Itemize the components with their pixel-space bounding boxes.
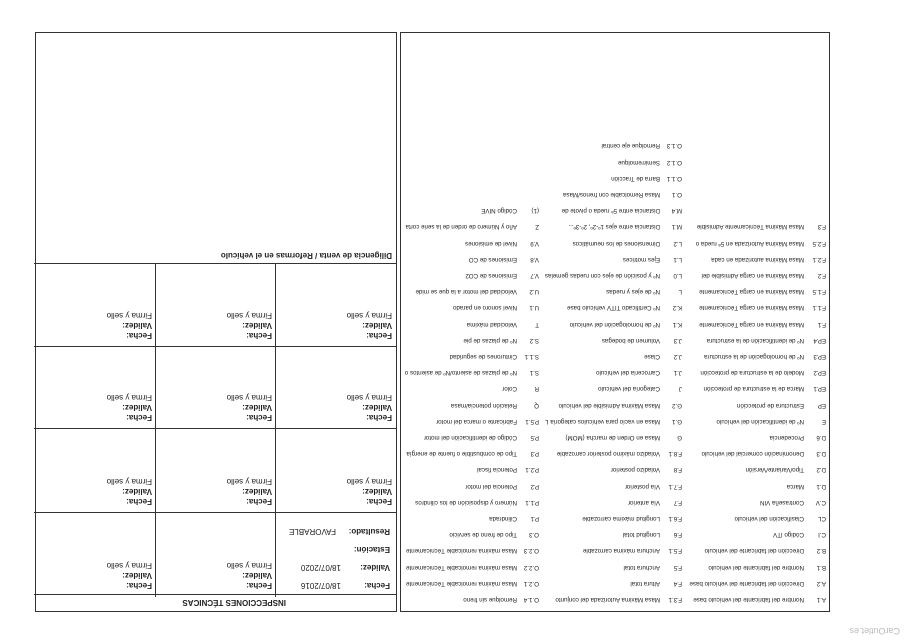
code-id: F.7 — [673, 498, 682, 506]
code-row — [624, 564, 682, 571]
code-description: Altura total — [630, 579, 660, 587]
code-id: J.1 — [673, 369, 682, 377]
code-row — [618, 159, 682, 166]
code-id: P.1 — [530, 515, 539, 522]
code-row — [773, 531, 826, 538]
code-id: P.3 — [530, 450, 539, 458]
code-row — [559, 402, 682, 409]
code-row — [625, 483, 682, 490]
cell-firma-label: Firma y sello — [226, 311, 272, 320]
code-row — [563, 191, 682, 198]
code-description: Voladizo máximo posterior carrozable — [556, 450, 660, 458]
code-row — [760, 499, 826, 506]
fecha-value: 18/07/2016 — [300, 581, 341, 590]
code-row — [702, 450, 827, 457]
code-row — [702, 272, 826, 279]
code-id: EP.3 — [813, 353, 826, 360]
code-description: Código NIVE — [481, 207, 517, 215]
cell-validez-label: Validez: — [242, 487, 272, 496]
code-id: P.5 — [530, 434, 539, 441]
code-row — [623, 256, 682, 263]
code-id: O.3 — [529, 531, 539, 539]
code-id: F.3 — [817, 223, 826, 231]
code-description: Longitud máxima carrozable — [582, 515, 660, 522]
code-row — [705, 547, 826, 554]
code-description: Potencia fiscal — [477, 466, 517, 474]
code-row — [565, 434, 682, 441]
cell-firma-label: Firma y sello — [106, 477, 152, 486]
cell-validez-label: Validez: — [122, 321, 152, 330]
code-id: T — [535, 320, 539, 328]
cell-validez-label: Validez: — [242, 321, 272, 330]
code-id: Z — [535, 223, 539, 231]
code-description: Denominación comercial del vehículo — [701, 450, 804, 458]
code-description: Nº de homologación de la estructura — [704, 353, 804, 360]
code-row — [583, 547, 682, 554]
code-id: F.1 — [817, 320, 826, 328]
code-description: Carrocería del vehículo — [596, 369, 660, 377]
cell-firma-label: Firma y sello — [106, 561, 152, 570]
code-id: EP.2 — [813, 369, 826, 377]
cell-fecha-label: Fecha: — [126, 581, 152, 590]
code-description: Masa Máxima Autorizada en 5ª rueda o — [695, 239, 804, 247]
code-row — [598, 385, 682, 392]
cell-fecha-label: Fecha: — [126, 331, 152, 340]
cell-firma-label: Firma y sello — [226, 477, 272, 486]
watermark: CarOutlet.es — [849, 626, 900, 636]
code-description: Remolque eje central — [601, 142, 660, 150]
code-row — [570, 321, 682, 328]
cell-validez-label: Validez: — [242, 403, 272, 412]
code-row — [449, 531, 539, 538]
code-description: Distancia entre 5ª rueda o pivote de — [561, 207, 660, 215]
code-description: Procedencia — [769, 434, 804, 441]
cell-firma-label: Firma y sello — [346, 311, 392, 320]
code-description: Tipo de combustible o fuente de energía — [406, 450, 517, 458]
inspections-title: INSPECCIONES TÉCNICAS — [182, 598, 286, 607]
code-description: Código de identificación del motor — [423, 434, 517, 441]
code-id: L.0 — [673, 272, 682, 279]
code-id: K.2 — [672, 304, 682, 312]
code-description: Masa Máxima Admisible del vehículo — [558, 401, 660, 409]
cell-firma-label: Firma y sello — [226, 393, 272, 402]
code-id: D.2 — [816, 466, 826, 474]
code-id: F.1.1 — [812, 304, 826, 312]
code-description: Velocidad máxima — [466, 320, 517, 328]
code-id: C.I — [818, 531, 826, 539]
cell-fecha-label: Fecha: — [246, 331, 272, 340]
code-row — [707, 337, 826, 344]
code-id: S.2 — [529, 336, 539, 344]
code-description: Emisiones de CO2 — [465, 272, 517, 279]
code-row — [711, 256, 826, 263]
code-id: P.1.1 — [525, 498, 539, 506]
code-description: Número y disposición de los cilindros — [415, 498, 517, 506]
code-id: F.6 — [673, 531, 682, 539]
validez-label: Validez: — [360, 563, 390, 572]
code-row — [416, 288, 539, 295]
code-description: Masa Máxima en carga Admisible del — [701, 272, 804, 279]
code-id: EP — [817, 401, 826, 409]
code-description: Modelo de la estructura de protección — [700, 369, 804, 377]
code-row — [708, 564, 826, 571]
code-row — [630, 580, 682, 587]
code-row — [696, 240, 826, 247]
code-row — [405, 369, 539, 376]
inspections-frame — [35, 32, 397, 612]
code-row — [465, 483, 539, 490]
code-description: Masa Máxima Autorizada del conjunto — [555, 596, 660, 603]
code-row — [451, 402, 539, 409]
code-row — [562, 207, 682, 214]
code-description: Dirección del fabricante del vehículo base — [689, 579, 804, 587]
code-row — [787, 483, 826, 490]
estacion-label: Estación: — [353, 545, 390, 554]
code-description: Color — [502, 385, 517, 393]
code-description: Anchura total — [623, 563, 660, 571]
code-id: D.1 — [816, 482, 826, 490]
code-description: Cilindrada — [489, 515, 517, 522]
code-row — [704, 385, 826, 392]
code-row — [489, 515, 539, 522]
code-row — [699, 304, 826, 311]
code-description: Nº de plazas de pie — [463, 336, 517, 344]
cell-validez-label: Validez: — [242, 571, 272, 580]
fecha-label: Fecha: — [364, 581, 390, 590]
code-id: O.2.3 — [523, 547, 539, 555]
code-description: Nombre del fabricante del vehículo base — [693, 596, 804, 603]
code-id: A.1 — [816, 596, 826, 603]
code-row — [602, 337, 682, 344]
code-description: Fabricante o marca del motor — [436, 417, 517, 425]
code-id: F.7.1 — [668, 482, 682, 490]
code-row — [746, 466, 826, 473]
code-row — [467, 321, 539, 328]
code-id: D.6 — [816, 434, 826, 441]
codes-legend-frame — [400, 32, 830, 612]
code-description: Estructura de protección — [736, 401, 804, 409]
code-id: O.1.1 — [666, 174, 682, 182]
code-row — [436, 418, 539, 425]
code-id: J — [678, 385, 682, 393]
code-id: U.1 — [529, 304, 539, 312]
code-id: F.2.5 — [812, 239, 826, 247]
code-description: Masa máxima remolcable Técnicamente — [406, 579, 517, 587]
code-description: Marca de la estructura de protección — [703, 385, 804, 393]
code-description: Masa Remolcable con frenos/Masa — [563, 191, 660, 198]
code-id: F.8 — [673, 466, 682, 474]
code-description: Código ITV — [773, 531, 804, 539]
code-id: O.2.1 — [523, 579, 539, 587]
code-id: EP.1 — [813, 385, 826, 393]
code-row — [611, 175, 682, 182]
code-id: R — [534, 385, 539, 393]
code-row — [770, 434, 826, 441]
code-id: P.5.1 — [525, 417, 539, 425]
code-id: G.2 — [672, 401, 682, 409]
code-description: Volumen de bodegas — [601, 336, 660, 344]
code-id: G — [677, 434, 682, 441]
code-id: C.V — [815, 498, 826, 506]
cell-validez-label: Validez: — [122, 403, 152, 412]
code-row — [693, 596, 826, 603]
code-id: F.3.1 — [668, 596, 682, 603]
code-id: O.1.4 — [523, 596, 539, 603]
code-description: Potencia del motor — [465, 482, 517, 490]
code-id: P.2 — [530, 482, 539, 490]
code-id: J.3 — [673, 336, 682, 344]
code-id: EP.4 — [813, 336, 826, 344]
code-row — [557, 450, 682, 457]
code-row — [406, 580, 539, 587]
cell-firma-label: Firma y sello — [106, 311, 152, 320]
code-description: Nivel de emisiones — [465, 239, 517, 247]
code-description: Nº de identificación de la estructura — [706, 336, 804, 344]
code-row — [689, 580, 826, 587]
cell-firma-label: Firma y sello — [346, 393, 392, 402]
code-row — [697, 223, 826, 230]
code-row — [481, 207, 539, 214]
code-id: U.2 — [529, 288, 539, 296]
code-row — [465, 272, 539, 279]
code-row — [606, 288, 682, 295]
code-id: E — [821, 417, 826, 425]
code-row — [596, 369, 682, 376]
code-row — [611, 466, 682, 473]
code-row — [582, 515, 682, 522]
code-row — [602, 142, 682, 149]
cell-firma-label: Firma y sello — [346, 477, 392, 486]
code-row — [477, 466, 539, 473]
code-row — [699, 321, 826, 328]
cell-fecha-label: Fecha: — [246, 581, 272, 590]
code-id: V.9 — [530, 239, 539, 247]
code-description: Anchura máxima carrozable — [582, 547, 660, 555]
code-description: Emisiones de CO — [468, 255, 517, 263]
code-description: Clasificación del vehículo — [734, 515, 804, 522]
resultado-label: Resultado: — [348, 527, 390, 536]
cell-validez-label: Validez: — [362, 403, 392, 412]
cell-fecha-label: Fecha: — [366, 331, 392, 340]
code-row — [716, 418, 826, 425]
code-id: L — [678, 288, 682, 296]
code-description: Contraseña VIN — [759, 498, 804, 506]
code-row — [737, 402, 826, 409]
code-id: F.5.1 — [668, 547, 682, 555]
code-id: CL — [818, 515, 826, 522]
code-description: Velocidad del motor a la que se mide — [415, 288, 517, 296]
code-id: P.2.1 — [525, 466, 539, 474]
reformas-title: Diligencia de venta / Reformas en el vehículo — [220, 251, 392, 260]
code-description: Distancia entre ejes 1º-2º, 2º-3º... — [568, 223, 660, 231]
code-description: Ejes motrices — [622, 255, 660, 263]
code-description: Tipo de freno de servicio — [449, 531, 517, 539]
cell-validez-label: Validez: — [362, 321, 392, 330]
code-description: Marca — [786, 482, 804, 490]
code-row — [463, 596, 539, 603]
code-row — [704, 353, 826, 360]
code-description: Categoría del vehículo — [598, 385, 660, 393]
cell-firma-label: Firma y sello — [106, 393, 152, 402]
code-description: Relación potencia/masa — [450, 401, 517, 409]
code-id: J.2 — [673, 353, 682, 360]
code-id: O.2.2 — [523, 563, 539, 571]
code-id: D.3 — [816, 450, 826, 458]
code-description: Masa máxima remolcable Técnicamente — [406, 563, 517, 571]
code-description: Dirección del fabricante del vehículo — [704, 547, 804, 555]
code-description: Nº de homologación del vehículo — [569, 320, 660, 328]
code-id: K.1 — [672, 320, 682, 328]
cell-validez-label: Validez: — [362, 487, 392, 496]
code-description: Vía posterior — [624, 482, 660, 490]
code-description: Remolque sin freno — [463, 596, 517, 603]
code-row — [453, 304, 539, 311]
code-description: Nivel sonoro en parado — [453, 304, 517, 312]
code-id: B.1 — [816, 563, 826, 571]
cell-fecha-label: Fecha: — [126, 413, 152, 422]
code-id: V.7 — [530, 272, 539, 279]
cell-fecha-label: Fecha: — [126, 497, 152, 506]
code-id: Q — [534, 401, 539, 409]
code-description: Masa Máxima en carga Técnicamente — [699, 320, 804, 328]
code-row — [406, 547, 539, 554]
code-row — [568, 223, 682, 230]
code-description: Masa máxima remolcable Técnicamente — [406, 547, 517, 555]
code-row — [567, 304, 682, 311]
code-row — [555, 596, 682, 603]
code-description: Masa Máxima Técnicamente Admisible — [696, 223, 804, 231]
code-row — [450, 353, 539, 360]
code-description: Longitud total — [622, 531, 660, 539]
code-row — [700, 369, 826, 376]
code-description: Masa Máxima en carga Técnicamente — [699, 304, 804, 312]
code-id: L.2 — [673, 239, 682, 247]
code-row — [573, 240, 682, 247]
code-row — [545, 418, 682, 425]
code-description: Nº de identificación del vehículo — [716, 417, 804, 425]
code-description: Nombre del fabricante del vehículo — [708, 563, 804, 571]
code-id: F.5 — [673, 563, 682, 571]
code-id: M.4 — [671, 207, 682, 215]
code-description: Masa Máxima autorizada en cada — [711, 255, 804, 263]
code-id: F.2.1 — [812, 255, 826, 263]
code-id: L.1 — [673, 255, 682, 263]
code-id: M.1 — [671, 223, 682, 231]
cell-firma-label: Firma y sello — [226, 561, 272, 570]
code-row — [406, 564, 539, 571]
code-row — [406, 450, 539, 457]
code-description: Clase — [644, 353, 660, 360]
code-id: O.1.3 — [666, 142, 682, 150]
code-description: Nº y posición de ejes con ruedas gemelas — [544, 272, 660, 279]
code-id: A.2 — [816, 579, 826, 587]
cell-validez-label: Validez: — [122, 487, 152, 496]
code-description: Masa Máxima en carga Técnicamente — [699, 288, 804, 296]
code-description: Masa en Orden de marcha (MOM) — [565, 434, 660, 441]
code-row — [699, 288, 826, 295]
cell-fecha-label: Fecha: — [366, 497, 392, 506]
code-id: S.1.1 — [524, 353, 539, 360]
code-id: V.8 — [530, 255, 539, 263]
code-description: Masa en vacío para vehículos categoría L — [545, 417, 660, 425]
cell-fecha-label: Fecha: — [366, 413, 392, 422]
cell-validez-label: Validez: — [122, 571, 152, 580]
code-row — [644, 353, 682, 360]
code-description: Nº de plazas de asiento/Nº de asientos o — [404, 369, 517, 377]
cell-fecha-label: Fecha: — [246, 413, 272, 422]
code-row — [465, 240, 539, 247]
code-row — [735, 515, 826, 522]
code-row — [469, 256, 539, 263]
cell-fecha-label: Fecha: — [246, 497, 272, 506]
code-row — [415, 499, 539, 506]
resultado-value: FAVORABLE — [289, 527, 336, 536]
code-description: Año y Número de orden de la serie corta — [405, 223, 517, 231]
code-description: Nº de ejes y ruedas — [606, 288, 660, 296]
code-id: (1) — [531, 207, 539, 215]
code-description: Nº Certificado TITV vehículo base — [567, 304, 660, 312]
code-description: Vía anterior — [628, 498, 660, 506]
code-row — [463, 337, 539, 344]
code-id: F.8.1 — [668, 450, 682, 458]
code-row — [623, 531, 682, 538]
code-id: F.6.1 — [668, 515, 682, 522]
validez-value: 18/07/2020 — [300, 563, 341, 572]
code-row — [628, 499, 682, 506]
code-row — [424, 434, 539, 441]
code-row — [406, 223, 539, 230]
code-id: B.2 — [816, 547, 826, 555]
code-id: F.2 — [817, 272, 826, 279]
code-description: Voladizo posterior — [610, 466, 660, 474]
code-description: Dimensiones de los neumáticos — [572, 239, 660, 247]
code-description: Semirremolque — [618, 158, 660, 166]
code-id: F.1.5 — [812, 288, 826, 296]
code-id: S.1 — [529, 369, 539, 377]
code-id: F.4 — [673, 579, 682, 587]
code-row — [545, 272, 682, 279]
code-id: O.1 — [672, 191, 682, 198]
code-description: Cinturones de seguridad — [449, 353, 517, 360]
code-row — [502, 385, 539, 392]
code-id: O.1.2 — [666, 158, 682, 166]
code-id: G.1 — [672, 417, 682, 425]
code-description: Barra de Tracción — [611, 174, 660, 182]
code-description: Tipo/Variante/Versión — [745, 466, 804, 474]
